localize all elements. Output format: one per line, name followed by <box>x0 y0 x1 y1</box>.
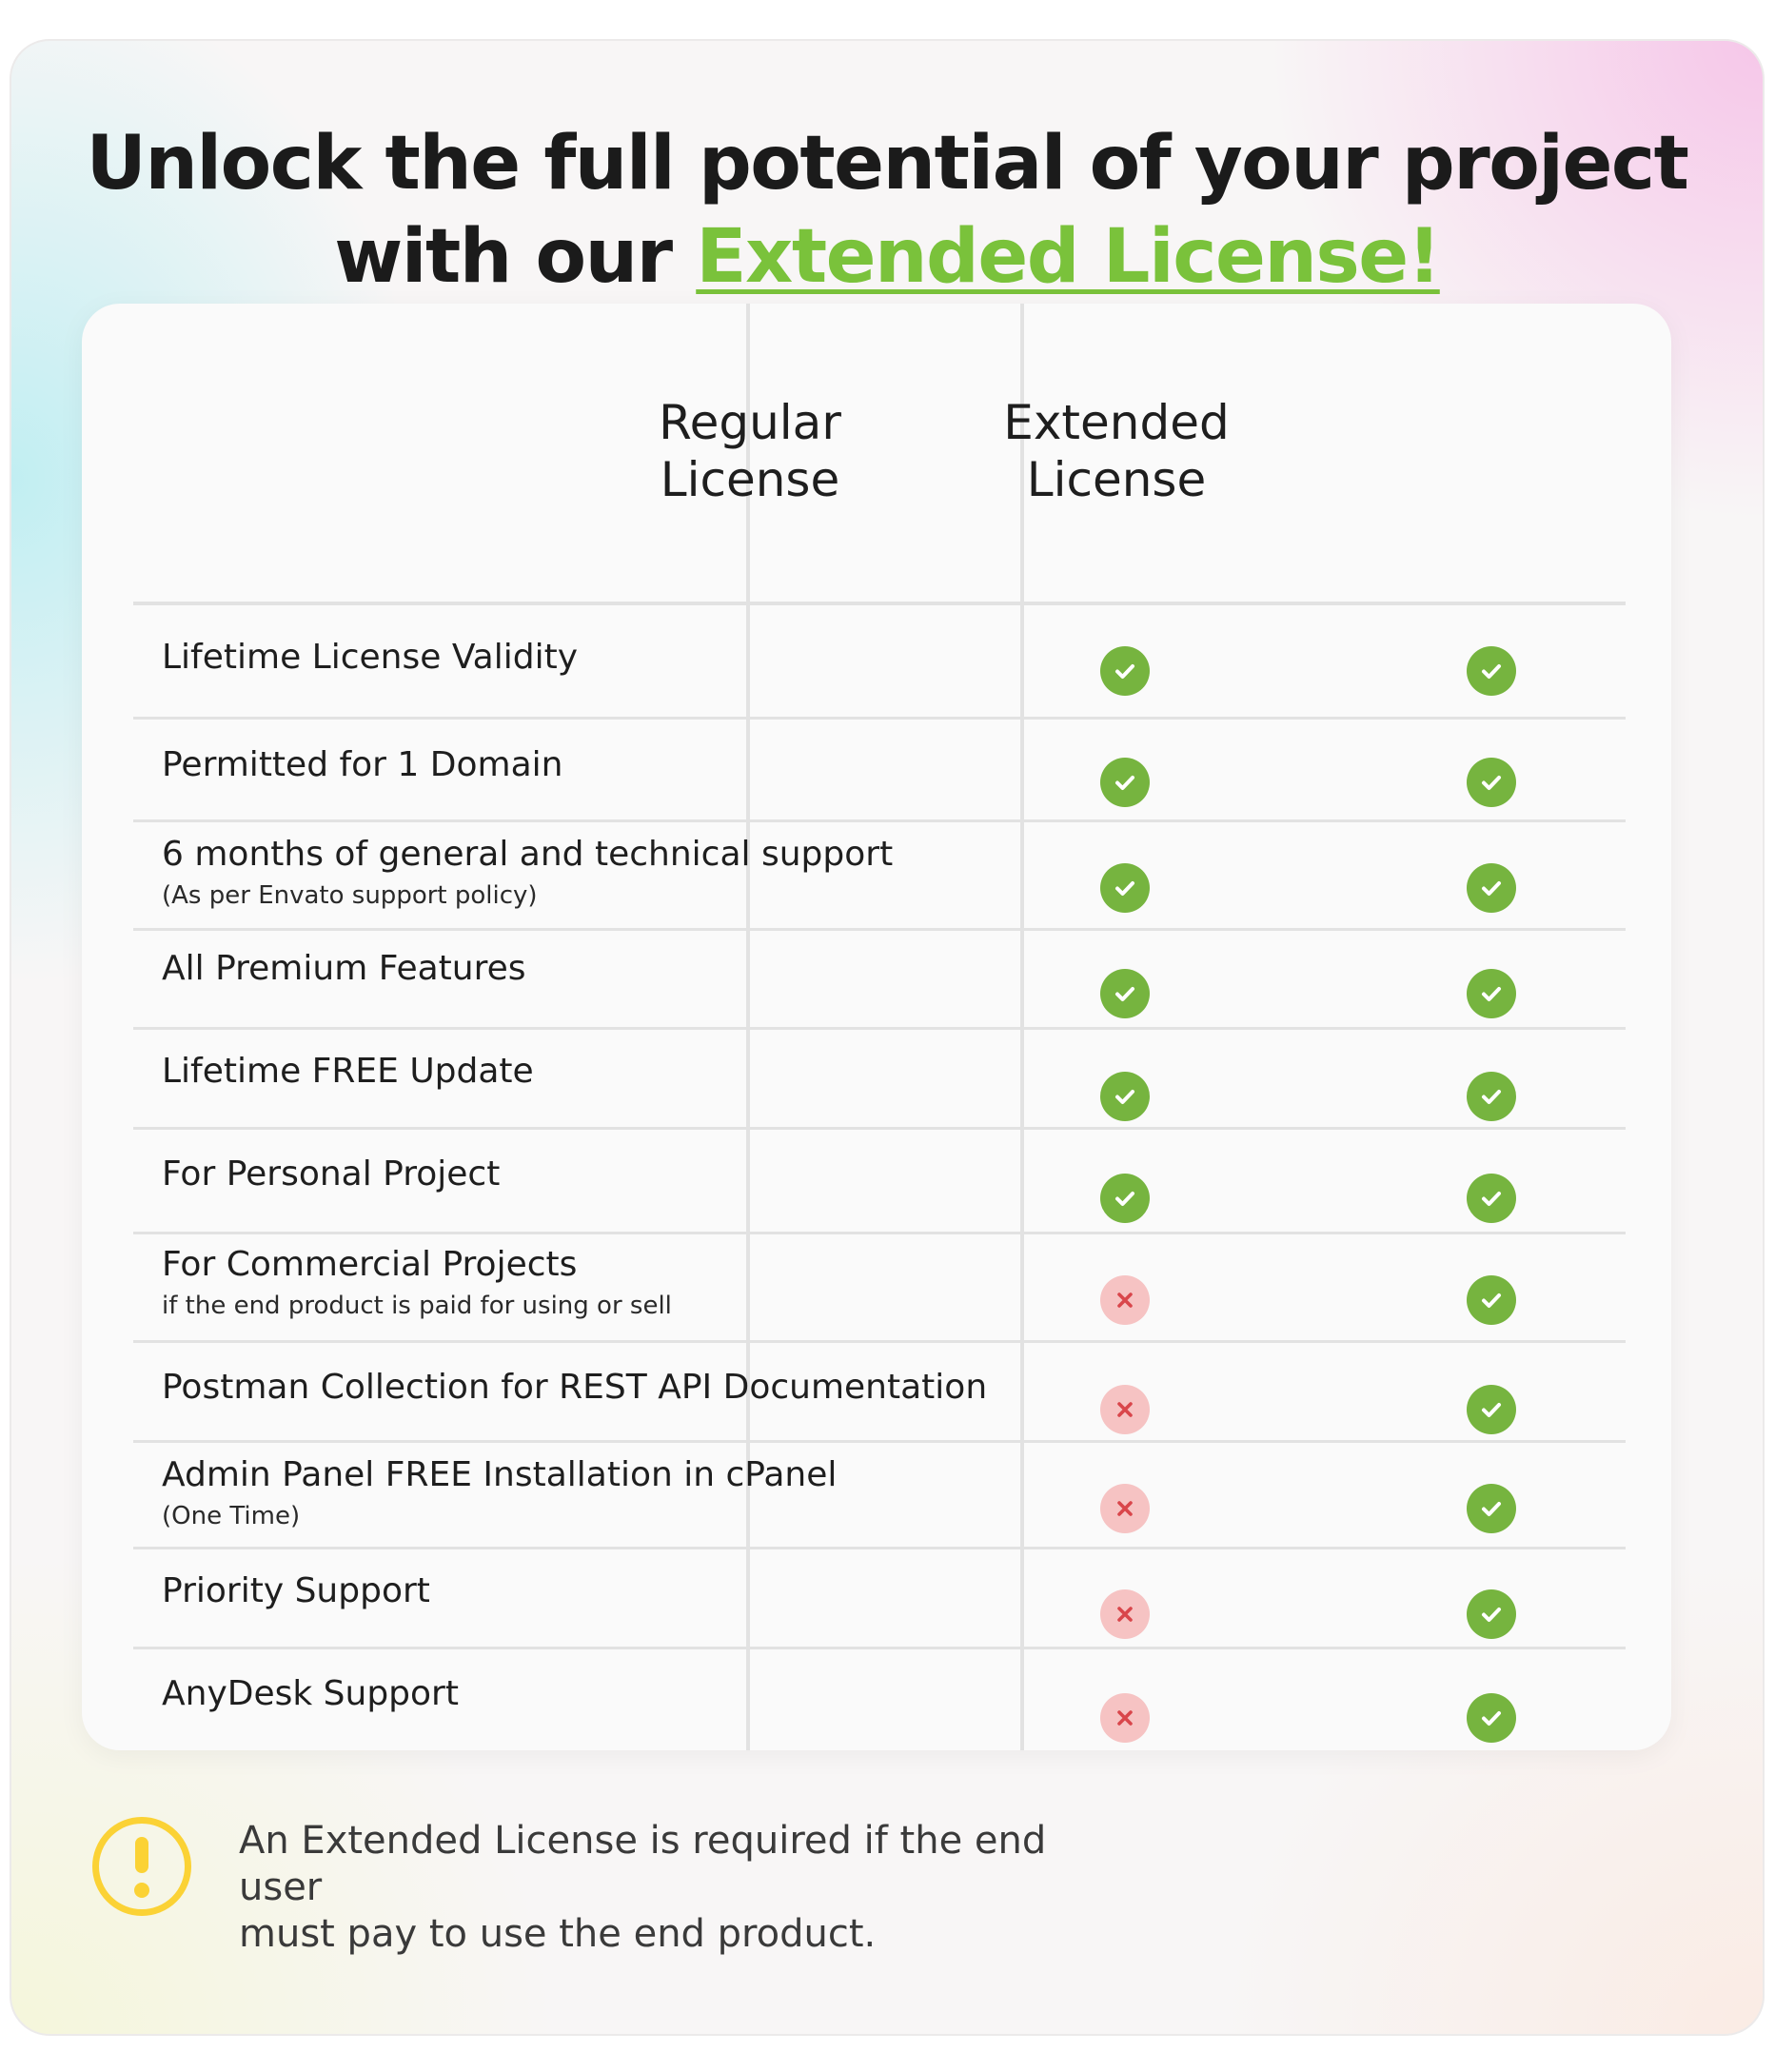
cross-icon <box>1100 1589 1150 1639</box>
feature-label: Lifetime License Validity <box>162 638 578 677</box>
feature-label: Admin Panel FREE Installation in cPanel <box>162 1455 838 1494</box>
table-row <box>82 1441 1671 1548</box>
feature-label: Priority Support <box>162 1571 430 1610</box>
feature-sublabel: if the end product is paid for using or sell <box>162 1292 672 1320</box>
column-header-regular <box>562 394 938 508</box>
check-icon <box>1100 758 1150 807</box>
check-icon <box>1467 1484 1516 1533</box>
table-row <box>82 929 1671 1028</box>
feature-label: Permitted for 1 Domain <box>162 745 563 784</box>
cross-icon <box>1100 1275 1150 1325</box>
column-header-regular-line2: License <box>660 452 840 507</box>
table-row <box>82 718 1671 820</box>
table-row <box>82 1028 1671 1128</box>
check-icon <box>1467 758 1516 807</box>
feature-label: All Premium Features <box>162 949 526 988</box>
column-header-regular-line1: Regular <box>659 395 841 450</box>
check-icon <box>1467 646 1516 696</box>
table-row <box>82 1548 1671 1648</box>
feature-sublabel: (As per Envato support policy) <box>162 881 538 910</box>
notice-line-1: An Extended License is required if the end user <box>239 1819 1047 1909</box>
cross-icon <box>1100 1693 1150 1743</box>
headline-line-1: Unlock the full potential of your project <box>86 121 1688 207</box>
check-icon <box>1100 969 1150 1018</box>
cross-icon <box>1100 1484 1150 1533</box>
table-row <box>82 820 1671 929</box>
feature-sublabel: (One Time) <box>162 1502 301 1530</box>
check-icon <box>1467 969 1516 1018</box>
check-icon <box>1467 1693 1516 1743</box>
check-icon <box>1100 1072 1150 1121</box>
table-row <box>82 1341 1671 1441</box>
extended-license-highlight: Extended License! <box>696 214 1440 300</box>
check-icon <box>1100 1174 1150 1223</box>
headline-prefix: with our <box>334 214 697 300</box>
table-row <box>82 1648 1671 1750</box>
cross-icon <box>1100 1385 1150 1434</box>
comparison-table <box>82 304 1671 1750</box>
feature-label: For Personal Project <box>162 1154 501 1194</box>
table-row <box>82 603 1671 718</box>
column-header-extended-line1: Extended <box>1003 395 1230 450</box>
table-row <box>82 1128 1671 1233</box>
feature-label: Postman Collection for REST API Documentation <box>162 1368 988 1407</box>
check-icon <box>1467 863 1516 913</box>
extended-license-notice <box>239 1818 1095 1958</box>
exclamation-icon <box>92 1817 191 1916</box>
check-icon <box>1467 1072 1516 1121</box>
column-header-extended <box>928 394 1305 508</box>
check-icon <box>1467 1174 1516 1223</box>
feature-label: 6 months of general and technical support <box>162 835 894 874</box>
notice-line-2: must pay to use the end product. <box>239 1912 877 1956</box>
feature-label: For Commercial Projects <box>162 1245 578 1284</box>
check-icon <box>1467 1589 1516 1639</box>
feature-label: Lifetime FREE Update <box>162 1052 534 1091</box>
check-icon <box>1100 646 1150 696</box>
check-icon <box>1100 863 1150 913</box>
check-icon <box>1467 1385 1516 1434</box>
table-row <box>82 1233 1671 1341</box>
headline-line-2 <box>11 210 1763 304</box>
page-title <box>11 117 1763 304</box>
feature-label: AnyDesk Support <box>162 1674 459 1713</box>
check-icon <box>1467 1275 1516 1325</box>
column-header-extended-line2: License <box>1026 452 1207 507</box>
